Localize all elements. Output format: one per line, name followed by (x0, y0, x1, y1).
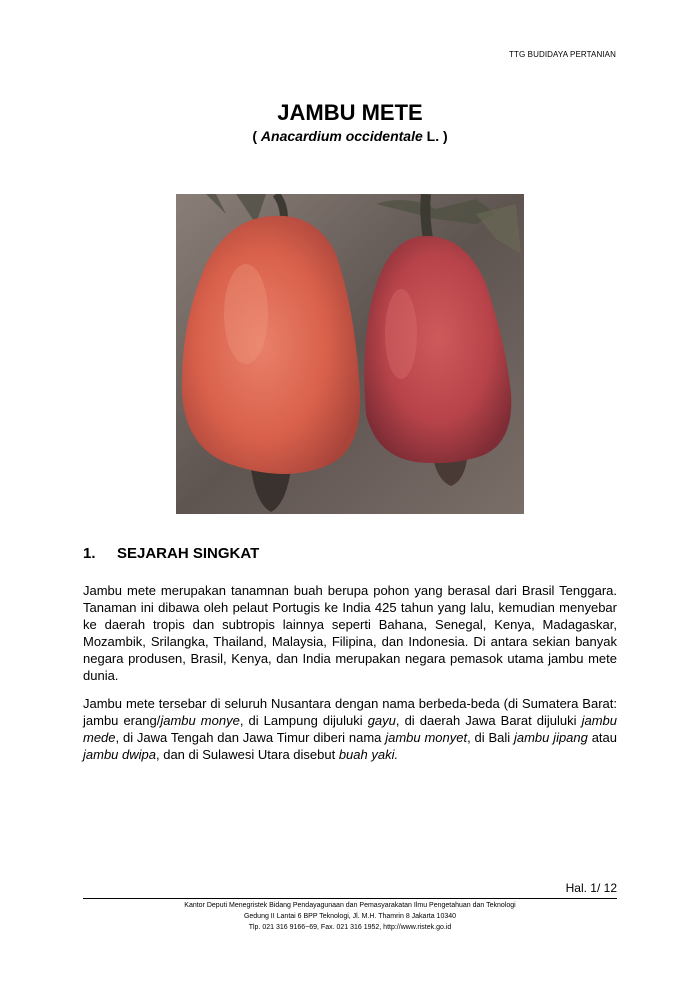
footer-line-contact: Tlp. 021 316 9166~69, Fax. 021 316 1952, http://www.ristek.go.id (248, 924, 452, 931)
page-number: Hal. 1/ 12 (565, 881, 617, 895)
page-title: JAMBU METE (277, 100, 423, 125)
text-segment: , di daerah Jawa Barat dijuluki (395, 713, 582, 728)
section-title: SEJARAH SINGKAT (117, 545, 260, 562)
local-name: gayu (367, 713, 396, 728)
text-segment: Jambu mete tersebar di seluruh Nusantara dengan nama berbeda-beda (di Sumatera Barat: jambu erang/ (83, 696, 617, 728)
footer-line-office: Kantor Deputi Menegristek Bidang Pendayagunaan dan Pemasyarakatan Ilmu Pengetahuan dan Teknologi (184, 902, 516, 909)
local-name: jambu jipang (513, 730, 588, 745)
local-name: jambu monye (160, 713, 240, 728)
text-segment: atau (587, 730, 617, 745)
footer-divider (83, 898, 617, 899)
section-number: 1. (83, 545, 96, 562)
page-subtitle (0, 128, 700, 144)
document-series-label: TTG BUDIDAYA PERTANIAN (509, 50, 616, 59)
subtitle-open: ( (252, 128, 261, 144)
footer (83, 900, 617, 933)
text-segment: , di Lampung dijuluki (239, 713, 368, 728)
paragraph-local-names (83, 695, 617, 763)
species-name: Anacardium occidentale (260, 128, 423, 144)
footer-line-address: Gedung II Lantai 6 BPP Teknologi, Jl. M.H. Thamrin 8 Jakarta 10340 (243, 913, 457, 920)
section-heading (83, 545, 259, 562)
local-name: jambu mede (83, 713, 617, 745)
cashew-fruit-photo (176, 194, 524, 514)
text-segment: , di Jawa Tengah dan Jawa Timur diberi nama (115, 730, 386, 745)
paragraph-history: Jambu mete merupakan tanamnan buah berupa pohon yang berasal dari Brasil Tenggara. Tanaman ini dibawa oleh pelaut Portugis ke India 425 tahun yang lalu, kemudian menyebar ke daerah tropis dan subtropis lainnya seperti Bahana, Senegal, Kenya, Madagaskar, Mozambik, Srilangka, Thailand, Malaysia, Filipina, dan Indonesia. Di antara sekian banyak negara produsen, Brasil, Kenya, dan India merupakan negara pemasok utama jambu mete dunia. (83, 583, 617, 683)
text-segment: , di Bali (467, 730, 514, 745)
local-name: jambu dwipa (83, 747, 156, 762)
text-segment: , dan di Sulawesi Utara disebut (156, 747, 339, 762)
subtitle-close: L. ) (422, 128, 448, 144)
local-name: buah yaki. (338, 747, 399, 762)
local-name: jambu monyet (385, 730, 468, 745)
